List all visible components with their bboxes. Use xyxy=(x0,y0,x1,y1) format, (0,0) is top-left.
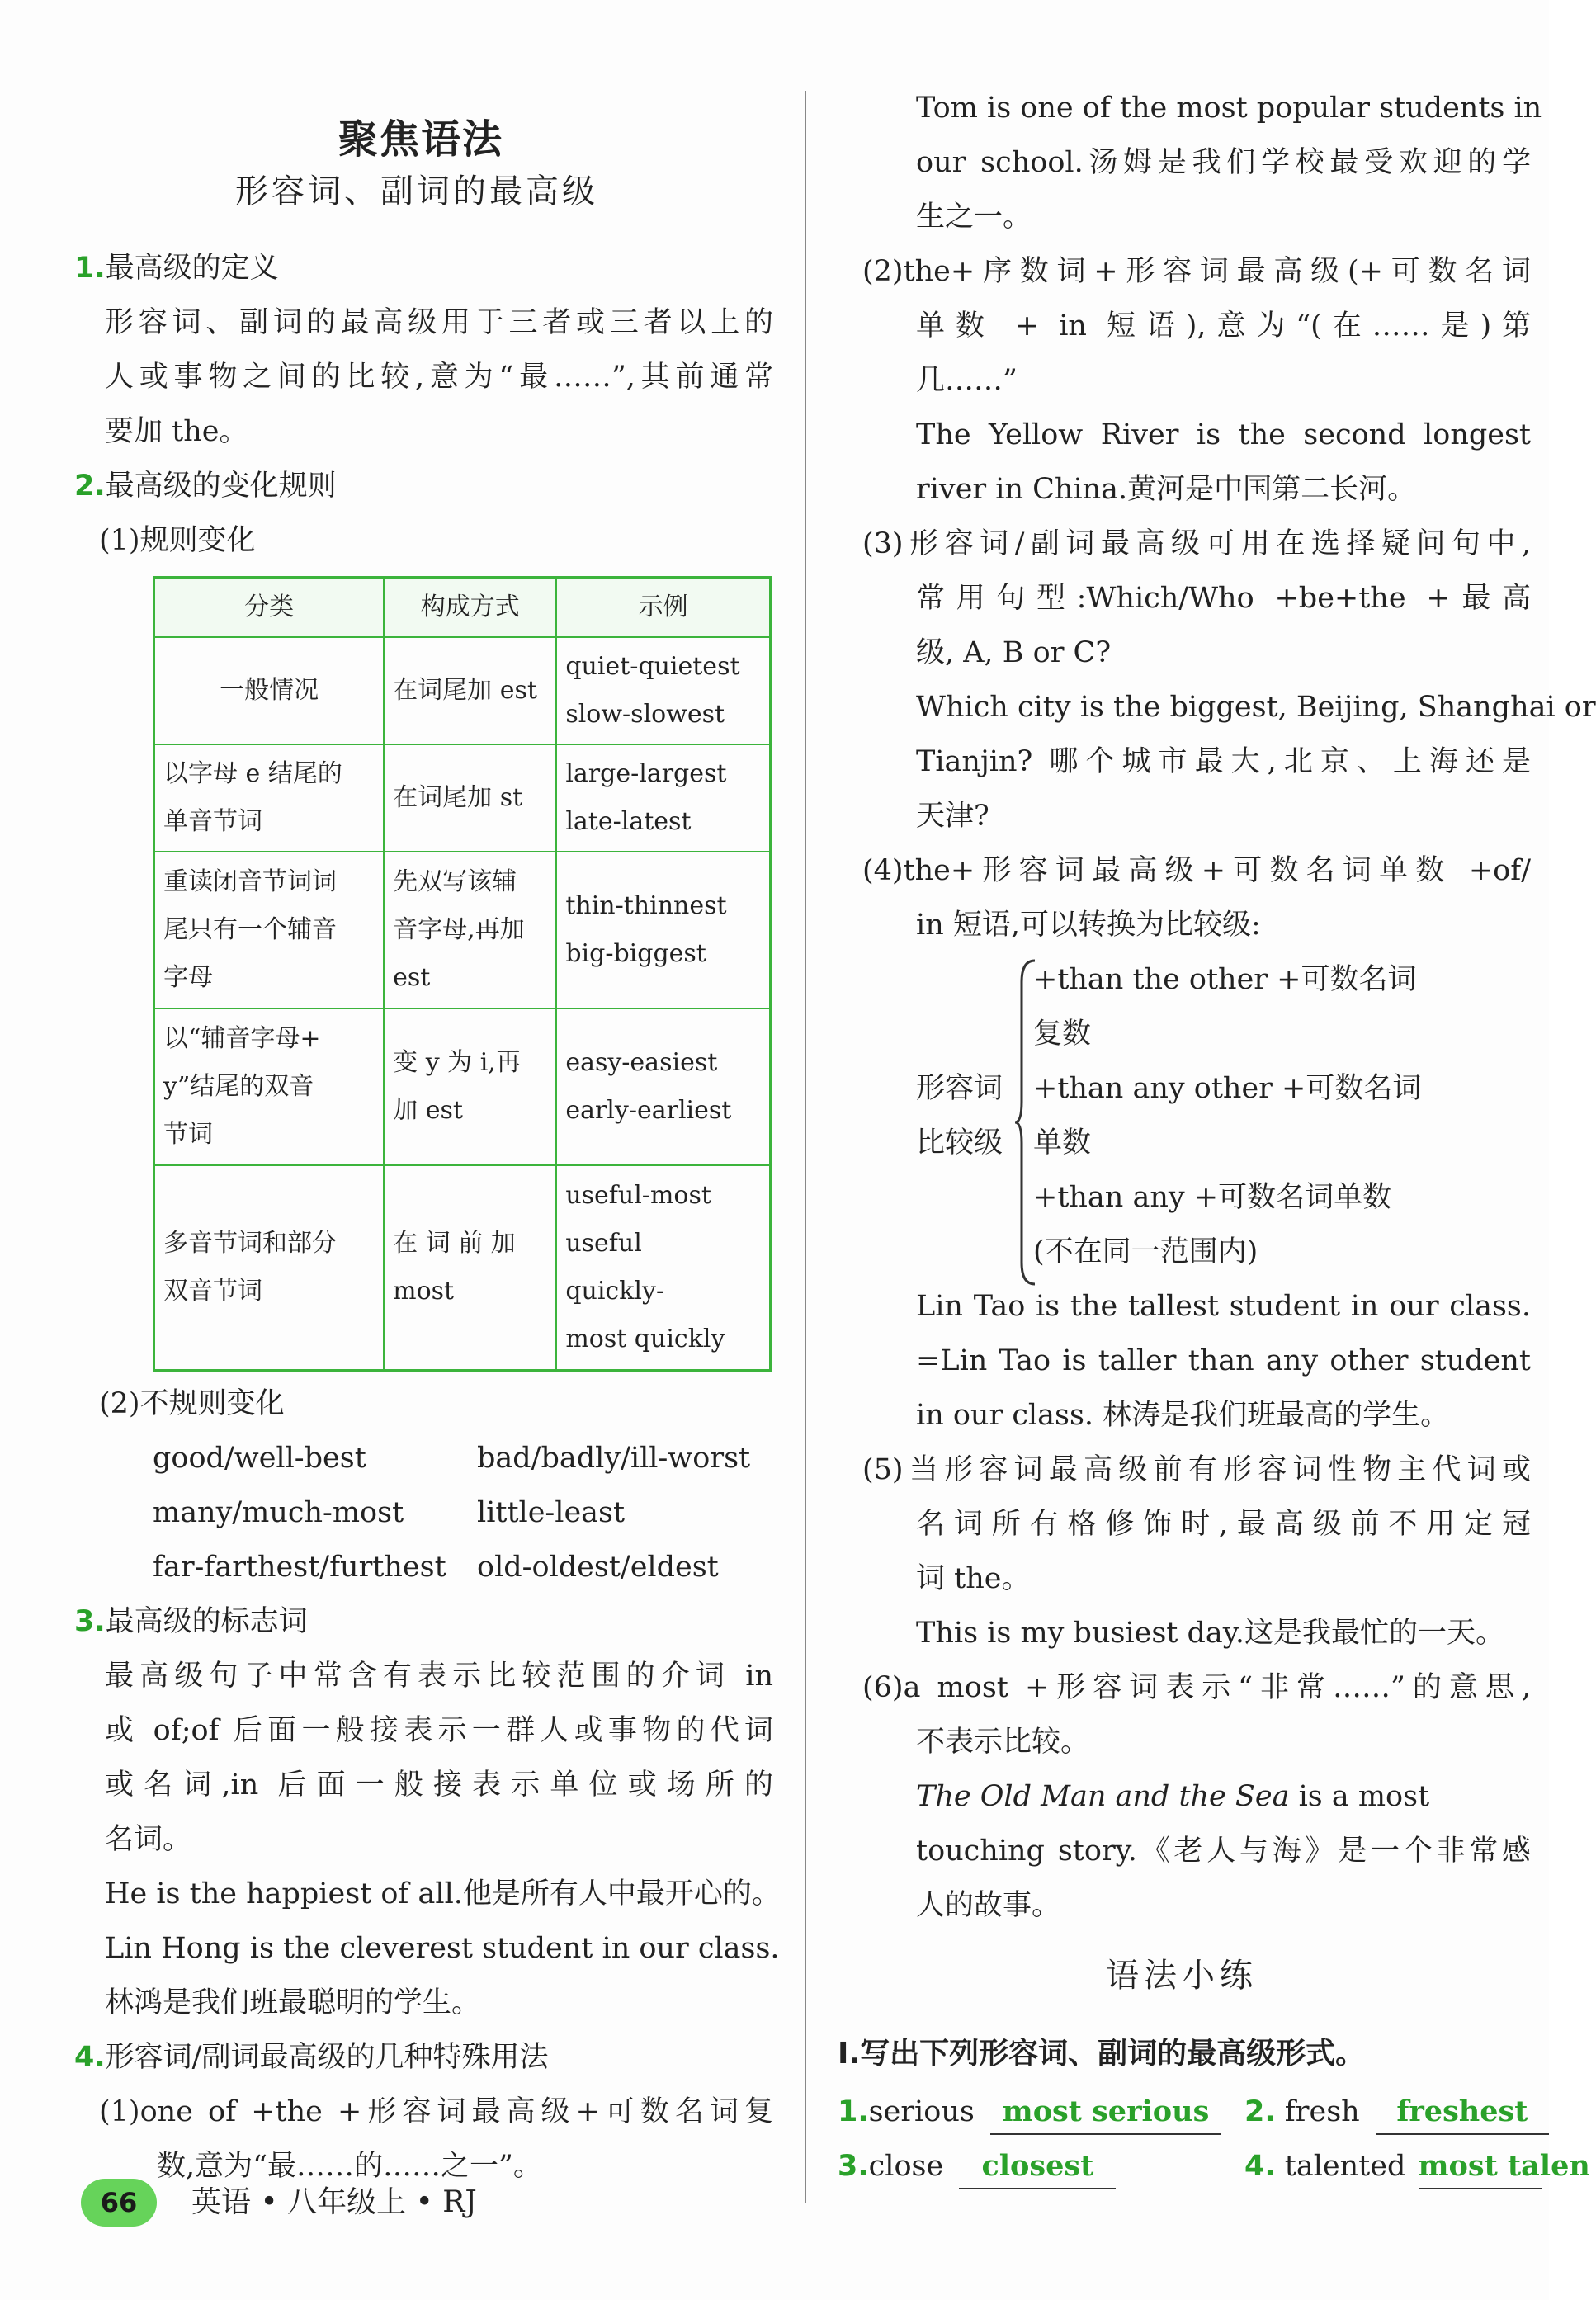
superlative-rules-table xyxy=(153,576,772,1372)
cell-line: most quickly xyxy=(565,1324,725,1353)
cell-line: quiet-quietest xyxy=(565,652,740,681)
cell-line: 以字母 e 结尾的 xyxy=(163,759,342,788)
cell-line: 尾只有一个辅音 xyxy=(163,915,337,944)
example-sentence: 生之一。 xyxy=(916,201,1032,234)
cell-line: 在词尾加 est xyxy=(393,676,537,705)
table-header-cell: 构成方式 xyxy=(384,578,556,638)
item-number: 3. xyxy=(838,2150,869,2183)
cell-line: 变 y 为 i,再 xyxy=(393,1048,521,1077)
text-line: 或名词,in 后面一般接表示单位或场所的 xyxy=(105,1769,773,1802)
table-cell-method xyxy=(384,637,556,744)
table-cell-example xyxy=(556,744,770,852)
cell-line: thin-thinnest xyxy=(565,891,727,920)
cell-line: 在 词 前 加 xyxy=(393,1228,516,1258)
cell-line: useful xyxy=(565,1228,642,1258)
section-title: 最高级的标志词 xyxy=(105,1605,308,1638)
cell-line: est xyxy=(393,963,431,992)
section-number: 2. xyxy=(74,470,106,503)
brace-item: +than any other +可数名词 xyxy=(1033,1072,1422,1105)
section-number: 3. xyxy=(74,1605,106,1638)
irregular-form: old-oldest/eldest xyxy=(477,1551,719,1584)
example-sentence: =Lin Tao is taller than any other student xyxy=(916,1344,1531,1377)
page-subtitle: 形容词、副词的最高级 xyxy=(235,172,598,210)
cell-line: most xyxy=(393,1276,455,1306)
text-line: 人或事物之间的比较,意为“最……”,其前通常 xyxy=(105,361,773,394)
section-title: 最高级的定义 xyxy=(105,252,279,285)
section-title: 形容词/副词最高级的几种特殊用法 xyxy=(105,2041,549,2074)
section-3-heading xyxy=(74,1594,308,1649)
text-line: 常用句型:Which/Who +be+the +最高 xyxy=(916,582,1531,615)
cell-line: 在词尾加 st xyxy=(393,783,523,812)
text-line: 最高级句子中常含有表示比较范围的介词 in xyxy=(105,1660,773,1693)
brace-item: 复数 xyxy=(1033,1018,1092,1051)
cell-line: 以“辅音字母+ xyxy=(163,1024,321,1053)
section-1-heading xyxy=(74,241,279,295)
cell-line: 单音节词 xyxy=(163,807,262,836)
irregular-form: bad/badly/ill-worst xyxy=(477,1442,751,1475)
text-line: in 短语,可以转换为比较级: xyxy=(916,909,1261,942)
text-line: (2)the+序数词+形容词最高级(+可数名词 xyxy=(862,255,1531,288)
item-word: serious xyxy=(868,2095,975,2128)
example-sentence: 天津? xyxy=(916,800,989,833)
brace-item: +than the other +可数名词 xyxy=(1033,963,1417,996)
item-word: talented xyxy=(1284,2150,1406,2183)
example-sentence: 人的故事。 xyxy=(916,1889,1061,1922)
cell-line: 重读闭音节词词 xyxy=(163,867,337,896)
section-2-heading xyxy=(74,459,337,513)
example-sentence: This is my busiest day.这是我最忙的一天。 xyxy=(916,1617,1505,1650)
text-line: (3)形容词/副词最高级可用在选择疑问句中, xyxy=(862,527,1531,560)
table-cell-example xyxy=(556,1165,770,1370)
cell-line: 先双写该辅 xyxy=(393,867,517,896)
item-word: fresh xyxy=(1284,2095,1360,2128)
cell-line: early-earliest xyxy=(565,1096,732,1125)
table-cell-category xyxy=(154,1165,385,1370)
example-sentence: Which city is the biggest, Beijing, Shanghai or xyxy=(916,691,1596,724)
exercise-item xyxy=(1244,2139,1590,2194)
example-sentence: Lin Tao is the tallest student in our class. xyxy=(916,1290,1531,1323)
example-sentence: Tom is one of the most popular students in xyxy=(916,92,1542,125)
table-cell-method xyxy=(384,1008,556,1165)
cell-line: quickly- xyxy=(565,1276,665,1306)
exercise-heading: Ⅰ.写出下列形容词、副词的最高级形式。 xyxy=(838,2037,1366,2071)
table-row xyxy=(154,852,771,1008)
section-number: 1. xyxy=(74,252,106,285)
table-cell-example xyxy=(556,1008,770,1165)
table-header-row xyxy=(154,578,771,638)
text-line: 形容词、副词的最高级用于三者或三者以上的 xyxy=(105,306,773,339)
cell-line: 音字母,再加 xyxy=(393,915,525,944)
table-cell-method xyxy=(384,1165,556,1370)
page-number-badge: 66 xyxy=(81,2179,157,2227)
practice-title: 语法小练 xyxy=(1106,1957,1258,1995)
irregular-form: good/well-best xyxy=(153,1442,366,1475)
example-sentence: our school.汤姆是我们学校最受欢迎的学 xyxy=(916,146,1531,179)
table-cell-category xyxy=(154,637,385,744)
column-divider xyxy=(805,91,806,2203)
text-line: 数,意为“最……的……之一”。 xyxy=(157,2150,542,2183)
answer-blank[interactable]: freshest xyxy=(1376,2090,1549,2135)
answer-blank[interactable]: most serious xyxy=(990,2090,1221,2135)
example-sentence: The Yellow River is the second longest xyxy=(916,418,1531,451)
table-row xyxy=(154,1165,771,1370)
text-line: (6)a most +形容词表示“非常……”的意思, xyxy=(862,1671,1531,1704)
text-line: 要加 the。 xyxy=(105,415,248,448)
footer-text: 英语 • 八年级上 • RJ xyxy=(191,2185,477,2219)
table-header-cell: 示例 xyxy=(556,578,770,638)
exercise-item xyxy=(838,2085,1221,2139)
irregular-form: far-farthest/furthest xyxy=(153,1551,446,1584)
exercise-item xyxy=(838,2139,1116,2194)
brace-item: +than any +可数名词单数 xyxy=(1033,1181,1392,1214)
cell-line: 字母 xyxy=(163,963,213,992)
brace-label: 比较级 xyxy=(916,1126,1003,1159)
text-line: 单数 + in 短语),意为“(在……是)第 xyxy=(916,309,1531,342)
item-number: 4. xyxy=(1244,2150,1276,2183)
section-number: 4. xyxy=(74,2041,106,2074)
text-line: 名词所有格修饰时,最高级前不用定冠 xyxy=(916,1508,1531,1541)
table-cell-category xyxy=(154,1008,385,1165)
example-sentence: in our class. 林涛是我们班最高的学生。 xyxy=(916,1399,1450,1432)
brace-item: (不在同一范围内) xyxy=(1033,1235,1258,1268)
table-cell-method xyxy=(384,744,556,852)
answer-blank[interactable]: closest xyxy=(959,2145,1116,2189)
subsection-heading: (2)不规则变化 xyxy=(99,1387,285,1420)
brace-item: 单数 xyxy=(1033,1126,1092,1159)
cell-line: 双音节词 xyxy=(163,1276,262,1306)
cell-line: big-biggest xyxy=(565,939,706,968)
section-title: 最高级的变化规则 xyxy=(105,470,337,503)
table-cell-category xyxy=(154,744,385,852)
text-line: 词 the。 xyxy=(916,1562,1031,1595)
table-cell-method xyxy=(384,852,556,1008)
example-sentence xyxy=(916,1769,1429,1824)
example-translation: 林鸿是我们班最聪明的学生。 xyxy=(105,1986,481,2019)
cell-line: useful-most xyxy=(565,1180,711,1210)
subsection-heading: (1)规则变化 xyxy=(99,524,256,557)
brace-label: 形容词 xyxy=(916,1072,1003,1105)
book-title: The Old Man and the Sea xyxy=(916,1780,1290,1813)
page-title: 聚焦语法 xyxy=(338,116,504,163)
item-word: close xyxy=(868,2150,944,2183)
table-cell-category xyxy=(154,852,385,1008)
text-line: (4)the+形容词最高级+可数名词单数 +of/ xyxy=(862,854,1531,887)
text-line: 名词。 xyxy=(105,1823,192,1856)
text-line: 或 of;of 后面一般接表示一群人或事物的代词 xyxy=(105,1714,773,1747)
cell-line: 一般情况 xyxy=(220,676,319,705)
item-number: 1. xyxy=(838,2095,869,2128)
table-cell-example xyxy=(556,637,770,744)
text-line: 不表示比较。 xyxy=(916,1726,1090,1759)
irregular-form: many/much-most xyxy=(153,1496,404,1529)
example-sentence: Lin Hong is the cleverest student in our class. xyxy=(105,1932,780,1965)
text-run: is a most xyxy=(1289,1780,1430,1813)
answer-blank[interactable]: most talen xyxy=(1419,2145,1542,2189)
table-row xyxy=(154,744,771,852)
cell-line: 节词 xyxy=(163,1120,213,1149)
text-line: (1)one of +the +形容词最高级+可数名词复 xyxy=(99,2095,773,2128)
text-line: 几……” xyxy=(916,364,1018,397)
section-4-heading xyxy=(74,2030,548,2085)
cell-line: large-largest xyxy=(565,759,727,788)
example-sentence: He is the happiest of all.他是所有人中最开心的。 xyxy=(105,1877,781,1910)
exercise-item xyxy=(1244,2085,1549,2139)
item-number: 2. xyxy=(1244,2095,1276,2128)
example-sentence: Tianjin? 哪个城市最大,北京、上海还是 xyxy=(916,745,1531,778)
cell-line: easy-easiest xyxy=(565,1048,718,1077)
table-row xyxy=(154,637,771,744)
example-sentence: touching story.《老人与海》是一个非常感 xyxy=(916,1835,1531,1868)
cell-line: y”结尾的双音 xyxy=(163,1072,314,1101)
cell-line: slow-slowest xyxy=(565,700,725,729)
irregular-form: little-least xyxy=(477,1496,626,1529)
table-row xyxy=(154,1008,771,1165)
table-header-cell: 分类 xyxy=(154,578,385,638)
cell-line: 加 est xyxy=(393,1096,463,1125)
example-sentence: river in China.黄河是中国第二长河。 xyxy=(916,473,1417,506)
cell-line: 多音节词和部分 xyxy=(163,1228,337,1258)
table-cell-example xyxy=(556,852,770,1008)
cell-line: late-latest xyxy=(565,807,692,836)
text-line: 级, A, B or C? xyxy=(916,636,1112,669)
text-line: (5)当形容词最高级前有形容词性物主代词或 xyxy=(862,1453,1531,1486)
